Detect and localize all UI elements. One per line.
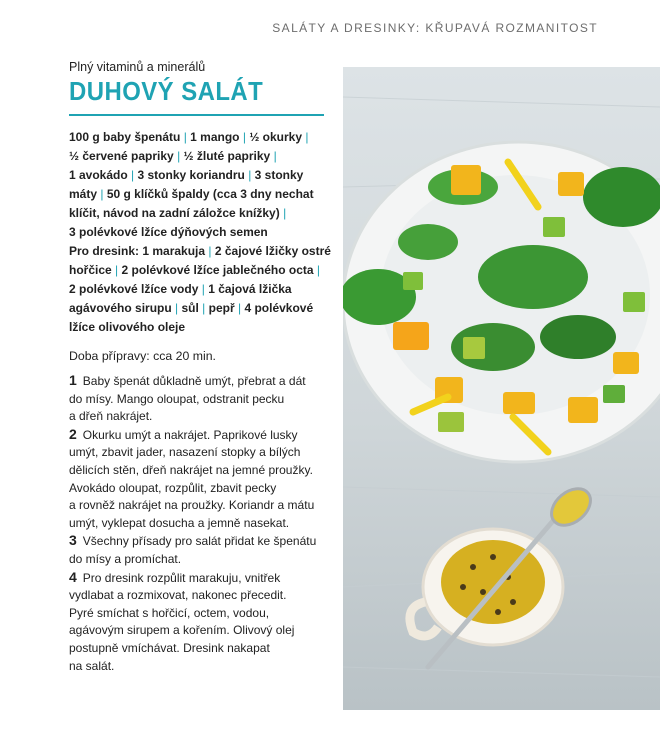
- method-steps: [69, 372, 331, 675]
- ingredient-text: lžíce olivového oleje: [69, 320, 186, 334]
- step-text: do mísy. Mango oloupat, odstranit pecku: [69, 391, 285, 406]
- step-line: [69, 640, 331, 658]
- ingredient-text: ½ žluté papriky: [183, 149, 271, 163]
- ingredient-text: ½ okurky: [249, 130, 303, 144]
- separator: |: [198, 301, 209, 315]
- prep-time: Doba přípravy: cca 20 min.: [69, 349, 216, 363]
- step-line: [69, 391, 331, 409]
- step-text: na salát.: [69, 658, 115, 673]
- ingredient-text: 1 čajová lžička: [208, 282, 292, 296]
- ingredient-text: 4 polévkové: [244, 301, 314, 315]
- separator: |: [302, 130, 309, 144]
- ingredient-line: [69, 280, 331, 299]
- ingredient-line: [69, 223, 331, 242]
- step-line: [69, 462, 331, 480]
- separator: |: [173, 149, 184, 163]
- step-text: agávovým sirupem a kořením. Olivový olej: [69, 623, 295, 638]
- separator: |: [198, 282, 209, 296]
- ingredient-line: [69, 166, 331, 185]
- ingredient-text: 50 g klíčků špaldy (cca 3 dny nechat: [106, 187, 314, 201]
- step-text: umýt, zbavit jader, nasazení stopky a bílých: [69, 445, 301, 460]
- separator: |: [239, 130, 250, 144]
- ingredient-text: agávového sirupu: [69, 301, 172, 315]
- step-line: [69, 408, 331, 426]
- ingredient-text: 1 avokádo: [69, 168, 128, 182]
- ingredient-line: [69, 242, 331, 261]
- ingredient-text: sůl: [181, 301, 199, 315]
- step-line: [69, 658, 331, 676]
- separator: |: [270, 149, 277, 163]
- ingredient-text: 3 stonky: [254, 168, 304, 182]
- step-number: 2: [69, 425, 77, 442]
- step-line: [69, 426, 331, 445]
- salad-photo: [343, 67, 660, 710]
- salad-photo-illustration: [343, 67, 660, 710]
- step-text: Pyré smíchat s hořčicí, octem, vodou,: [69, 605, 270, 620]
- step-text: a rovněž nakrájet na proužky. Koriandr a mátu: [69, 498, 315, 513]
- step-line: [69, 497, 331, 515]
- step-text: postupně vmíchávat. Dresink nakapat: [69, 640, 270, 655]
- step-line: [69, 515, 331, 533]
- step-text: do mísy a promíchat.: [69, 551, 182, 566]
- step-text: Okurku umýt a nakrájet. Paprikové lusky: [82, 427, 298, 442]
- recipe-subtitle: Plný vitaminů a minerálů: [69, 60, 206, 74]
- ingredient-text: 3 polévkové lžíce dýňových semen: [69, 225, 268, 239]
- separator: |: [111, 263, 122, 277]
- step-line: [69, 532, 331, 551]
- ingredient-text: 2 čajové lžičky ostré: [214, 244, 331, 258]
- step-line: [69, 622, 331, 640]
- separator: |: [279, 206, 287, 220]
- step-number: 4: [69, 568, 77, 585]
- separator: |: [244, 168, 255, 182]
- separator: |: [171, 301, 182, 315]
- ingredients-list: [69, 128, 331, 337]
- separator: |: [234, 301, 245, 315]
- step-line: [69, 551, 331, 569]
- step-number: 1: [69, 372, 77, 388]
- ingredient-text: hořčice: [69, 263, 112, 277]
- step-line: [69, 569, 331, 588]
- step-2: [69, 426, 331, 533]
- step-1: [69, 372, 331, 426]
- recipe-title: DUHOVÝ SALÁT: [69, 76, 264, 106]
- recipe-header: [69, 60, 327, 106]
- step-text: dělicích stěn, dřeň nakrájet na jemné proužky.: [69, 462, 313, 477]
- step-line: [69, 605, 331, 623]
- ingredient-line: [69, 185, 331, 204]
- ingredient-text: 2 polévkové lžíce vody: [69, 282, 199, 296]
- title-underline: [69, 114, 324, 116]
- step-line: [69, 372, 331, 391]
- step-line: [69, 444, 331, 462]
- ingredient-text: 100 g baby špenátu: [69, 130, 181, 144]
- step-text: Baby špenát důkladně umýt, přebrat a dát: [82, 374, 306, 388]
- step-text: Všechny přísady pro salát přidat ke špenátu: [82, 534, 317, 549]
- step-text: a dřeň nakrájet.: [69, 409, 153, 424]
- ingredient-line: [69, 318, 331, 337]
- step-text: Pro dresink rozpůlit marakuju, vnitřek: [82, 570, 281, 585]
- step-4: [69, 569, 331, 676]
- step-number: 3: [69, 532, 77, 549]
- ingredient-line: [69, 128, 331, 147]
- step-3: [69, 532, 331, 568]
- ingredient-text: 3 stonky koriandru: [137, 168, 245, 182]
- step-text: Avokádo oloupat, rozpůlit, zbavit pecky: [69, 480, 277, 495]
- separator: |: [313, 263, 321, 277]
- ingredient-text: klíčit, návod na zadní záložce knížky): [69, 206, 280, 220]
- separator: |: [97, 187, 107, 201]
- ingredient-text: Pro dresink: 1 marakuja: [69, 244, 206, 258]
- ingredient-line: [69, 261, 331, 280]
- step-text: umýt, vyklepat dosucha a jemně nasekat.: [69, 515, 290, 530]
- ingredient-line: [69, 204, 331, 223]
- step-line: [69, 480, 331, 498]
- ingredient-text: 1 mango: [190, 130, 240, 144]
- ingredient-line: [69, 299, 331, 318]
- step-line: [69, 587, 331, 605]
- separator: |: [127, 168, 138, 182]
- step-text: vydlabat a rozmixovat, nakonec přecedit.: [69, 588, 287, 603]
- ingredient-line: [69, 147, 331, 166]
- separator: |: [205, 244, 215, 258]
- ingredient-text: pepř: [208, 301, 235, 315]
- running-head: SALÁTY A DRESINKY: KŘUPAVÁ ROZMANITOST: [272, 21, 598, 35]
- ingredient-text: ½ červené papriky: [69, 149, 174, 163]
- ingredient-text: máty: [69, 187, 98, 201]
- ingredient-text: 2 polévkové lžíce jablečného octa: [121, 263, 314, 277]
- separator: |: [180, 130, 191, 144]
